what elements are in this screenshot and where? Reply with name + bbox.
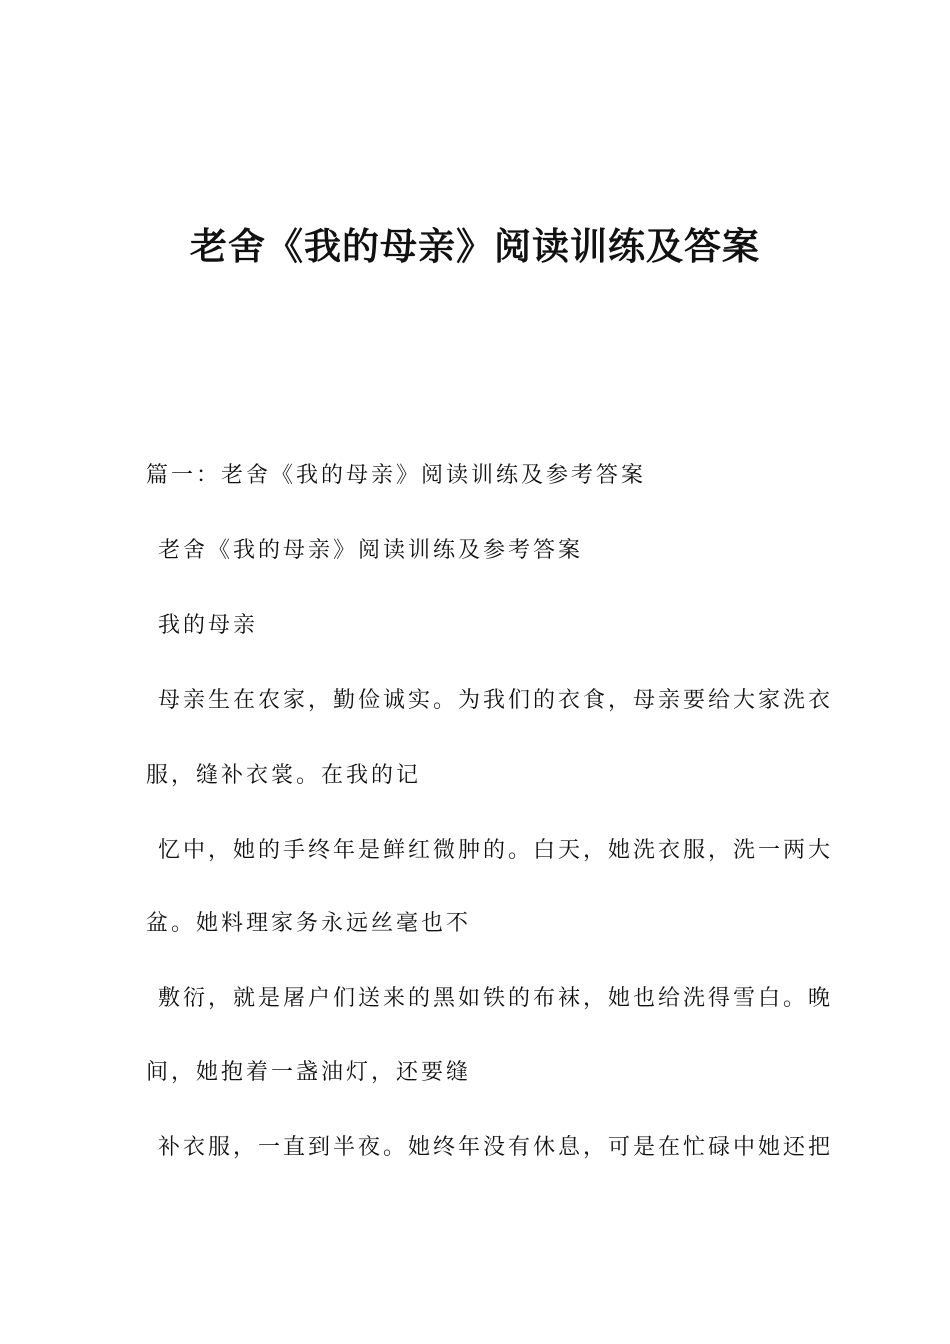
section-heading: 篇一：老舍《我的母亲》阅读训练及参考答案 (146, 463, 647, 488)
article-heading: 我的母亲 (158, 613, 259, 638)
body-line: 服，缝补衣裳。在我的记 (146, 763, 422, 788)
body-line: 补衣服，一直到半夜。她终年没有休息，可是在忙碌中她还把 (158, 1135, 834, 1160)
document-title: 老舍《我的母亲》阅读训练及答案 (190, 225, 760, 268)
article-subtitle: 老舍《我的母亲》阅读训练及参考答案 (158, 538, 584, 563)
body-line: 忆中，她的手终年是鲜红微肿的。白天，她洗衣服，洗一两大 (158, 838, 834, 863)
body-line: 母亲生在农家，勤俭诚实。为我们的衣食，母亲要给大家洗衣 (158, 688, 834, 713)
body-line: 敷衍，就是屠户们送来的黑如铁的布袜，她也给洗得雪白。晚 (158, 986, 834, 1011)
body-line: 间，她抱着一盏油灯，还要缝 (146, 1060, 472, 1085)
body-line: 盆。她料理家务永远丝毫也不 (146, 911, 472, 936)
